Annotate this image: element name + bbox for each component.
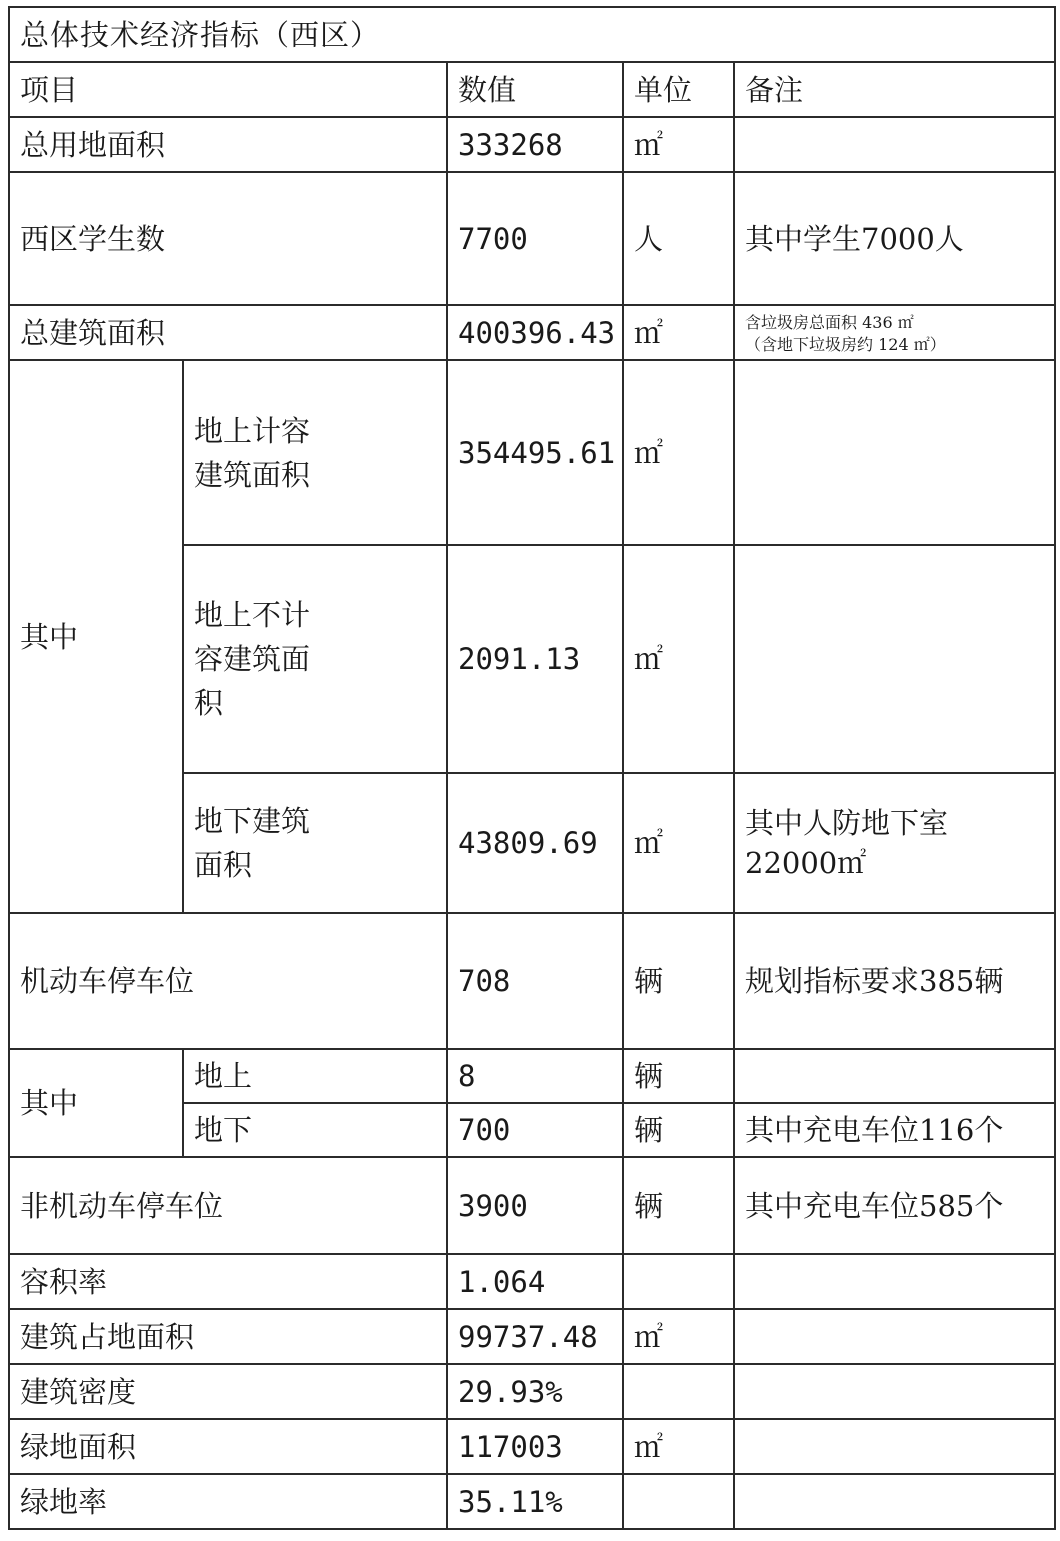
row-value: 99737.48 <box>447 1309 623 1364</box>
row-label: 容积率 <box>9 1254 447 1309</box>
row-value: 35.11% <box>447 1474 623 1529</box>
row-value: 29.93% <box>447 1364 623 1419</box>
row-note <box>734 1474 1055 1529</box>
row-value: 3900 <box>447 1157 623 1254</box>
row-value: 333268 <box>447 117 623 172</box>
row-label: 西区学生数 <box>9 172 447 305</box>
row-unit: ㎡ <box>623 545 734 773</box>
note-line-1: 含垃圾房总面积 436 ㎡ <box>745 312 914 332</box>
header-note: 备注 <box>734 62 1055 117</box>
row-unit: ㎡ <box>623 305 734 360</box>
table-row <box>9 1364 1055 1419</box>
row-label: 地上不计容建筑面积 <box>183 545 447 773</box>
row-label: 总建筑面积 <box>9 305 447 360</box>
table-row <box>9 1157 1055 1254</box>
row-note <box>734 305 1055 360</box>
row-value: 7700 <box>447 172 623 305</box>
row-unit: ㎡ <box>623 773 734 913</box>
row-value: 1.064 <box>447 1254 623 1309</box>
table-row <box>9 117 1055 172</box>
table-row <box>9 172 1055 305</box>
row-label: 地上计容建筑面积 <box>183 360 447 545</box>
row-unit: 辆 <box>623 1103 734 1157</box>
row-unit: ㎡ <box>623 117 734 172</box>
row-value: 700 <box>447 1103 623 1157</box>
row-note: 其中人防地下室22000㎡ <box>734 773 1055 913</box>
table-row <box>9 1254 1055 1309</box>
table-row <box>9 1419 1055 1474</box>
table-title: 总体技术经济指标（西区） <box>9 7 1055 62</box>
table-row <box>9 305 1055 360</box>
row-value: 8 <box>447 1049 623 1103</box>
row-note <box>734 545 1055 773</box>
row-value: 2091.13 <box>447 545 623 773</box>
row-note: 其中充电车位585个 <box>734 1157 1055 1254</box>
table-title-row <box>9 7 1055 62</box>
row-unit: 辆 <box>623 1049 734 1103</box>
row-note <box>734 1049 1055 1103</box>
table-row <box>9 1474 1055 1529</box>
row-note <box>734 1254 1055 1309</box>
row-label: 绿地率 <box>9 1474 447 1529</box>
row-label: 建筑密度 <box>9 1364 447 1419</box>
row-value: 354495.61 <box>447 360 623 545</box>
note-line-2: （含地下垃圾房约 124 ㎡） <box>745 334 946 354</box>
group-label-parking: 其中 <box>9 1049 183 1157</box>
table-row <box>9 1309 1055 1364</box>
row-note <box>734 117 1055 172</box>
row-value: 708 <box>447 913 623 1049</box>
header-item: 项目 <box>9 62 447 117</box>
row-label: 建筑占地面积 <box>9 1309 447 1364</box>
header-value: 数值 <box>447 62 623 117</box>
row-note: 规划指标要求385辆 <box>734 913 1055 1049</box>
row-unit: 辆 <box>623 913 734 1049</box>
row-label: 地上 <box>183 1049 447 1103</box>
row-unit: ㎡ <box>623 1309 734 1364</box>
row-unit: ㎡ <box>623 1419 734 1474</box>
table-row <box>9 913 1055 1049</box>
row-note <box>734 1309 1055 1364</box>
row-unit: 辆 <box>623 1157 734 1254</box>
row-value: 400396.43 <box>447 305 623 360</box>
table-row <box>9 1049 1055 1103</box>
row-unit: 人 <box>623 172 734 305</box>
row-value: 43809.69 <box>447 773 623 913</box>
row-label: 地下 <box>183 1103 447 1157</box>
row-value: 117003 <box>447 1419 623 1474</box>
row-label: 地下建筑面积 <box>183 773 447 913</box>
group-label-building: 其中 <box>9 360 183 913</box>
row-note: 其中充电车位116个 <box>734 1103 1055 1157</box>
row-label: 总用地面积 <box>9 117 447 172</box>
row-label: 绿地面积 <box>9 1419 447 1474</box>
row-note: 其中学生7000人 <box>734 172 1055 305</box>
row-note <box>734 1364 1055 1419</box>
row-unit <box>623 1254 734 1309</box>
row-label: 机动车停车位 <box>9 913 447 1049</box>
header-unit: 单位 <box>623 62 734 117</box>
table-row <box>9 360 1055 545</box>
row-note <box>734 360 1055 545</box>
header-row <box>9 62 1055 117</box>
row-unit <box>623 1364 734 1419</box>
row-label: 非机动车停车位 <box>9 1157 447 1254</box>
row-unit <box>623 1474 734 1529</box>
row-unit: ㎡ <box>623 360 734 545</box>
row-note <box>734 1419 1055 1474</box>
technical-indicators-table <box>8 6 1056 1530</box>
